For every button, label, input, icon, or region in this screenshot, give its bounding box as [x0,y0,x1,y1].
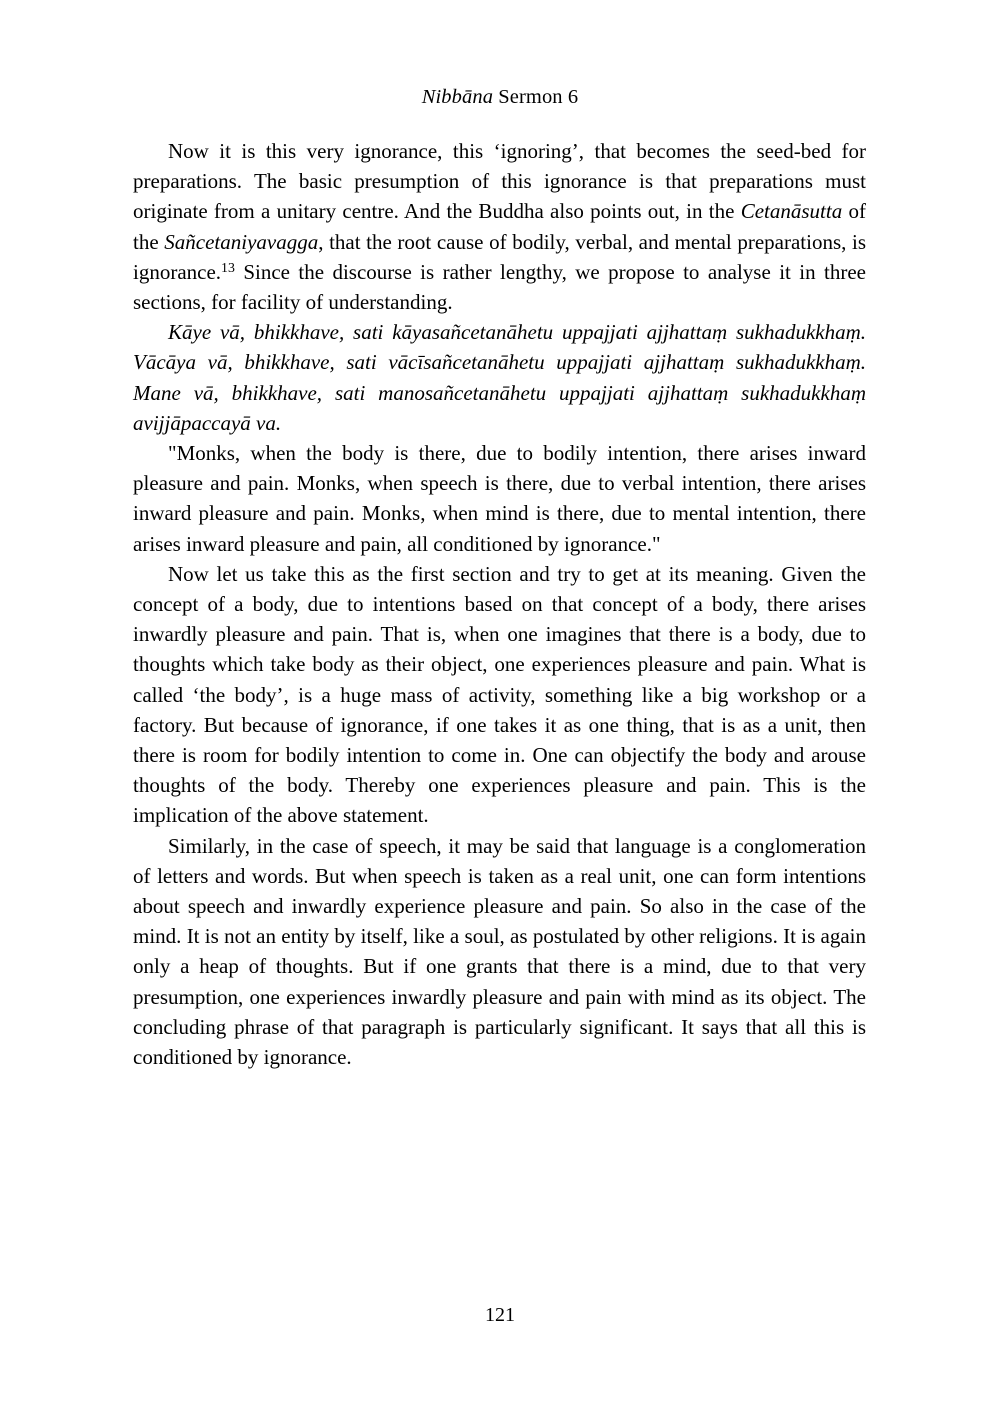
running-head-book-title: Nibbāna [421,86,494,108]
paragraph-speech-and-mind: Similarly, in the case of speech, it may be said that language is a conglomeration of letters and words. But when speech is taken as a real unit, one can form intentions about speech and inwardly experience pleasure and pain. So also in the case of the mind. It is not an entity by itself, like a soul, as postulated by other religions. It is again only a heap of thoughts. But if one grants that there is a mind, due to that very presumption, one experiences inwardly pleasure and pain with mind as its object. The concluding phrase of that paragraph is particularly significant. It says that all this is conditioned by ignorance. [133,833,866,1070]
page-number: 121 [485,1304,515,1326]
body-textblock [133,136,866,1072]
running-head [0,84,1000,110]
footnote-reference: 13 [221,259,235,275]
italic-term: Sañcetaniyavagga [164,229,319,254]
paragraph-pali-quotation: Kāye vā, bhikkhave, sati kāyasañcetanāhetu uppajjati ajjhattaṃ sukhadukkhaṃ. Vācāya vā, bhikkhave, sati vācīsañcetanāhetu uppajjati ajjhattaṃ sukhadukkhaṃ. Mane vā, bhikkhave, sati manosañcetanāhetu uppajjati ajjhattaṃ sukhadukkhaṃ avijjāpaccayā va. [133,320,866,435]
running-head-sermon-label: Sermon 6 [493,86,579,108]
paragraph-ignorance-seedbed: Now it is this very ignorance, this ‘ignoring’, that becomes the seed-bed for preparations. The basic presumption of this ignorance is that preparations must originate from a unitary centre. And the Buddha also points out, in the Cetanāsutta of the Sañcetaniyavagga, that the root cause of bodily, verbal, and mental preparations, is ignorance.$^{13}$ Since the discourse is rather lengthy, we propose to analyse it in three sections, for facility of understanding. [133,139,867,315]
paragraph-first-section-meaning: Now let us take this as the first section and try to get at its meaning. Given the concept of a body, due to intentions based on that concept of a body, there arises inwardly pleasure and pain. That is, when one imagines that there is a body, due to thoughts which take body as their object, one experiences pleasure and pain. What is called ‘the body’, is a huge mass of activity, something like a big workshop or a factory. But because of ignorance, if one takes it as one thing, that is as a unit, then there is room for bodily intention to come in. One can objectify the body and arouse thoughts of the body. Thereby one experiences pleasure and pain. This is the implication of the above statement. [133,561,866,828]
paragraph-translation: "Monks, when the body is there, due to bodily intention, there arises inward pleasure and pain. Monks, when speech is there, due to verbal intention, there arises inward pleasure and pain. Monks, when mind is there, due to mental intention, there arises inward pleasure and pain, all conditioned by ignorance." [133,441,866,556]
italic-term: Cetanāsutta [740,199,843,224]
